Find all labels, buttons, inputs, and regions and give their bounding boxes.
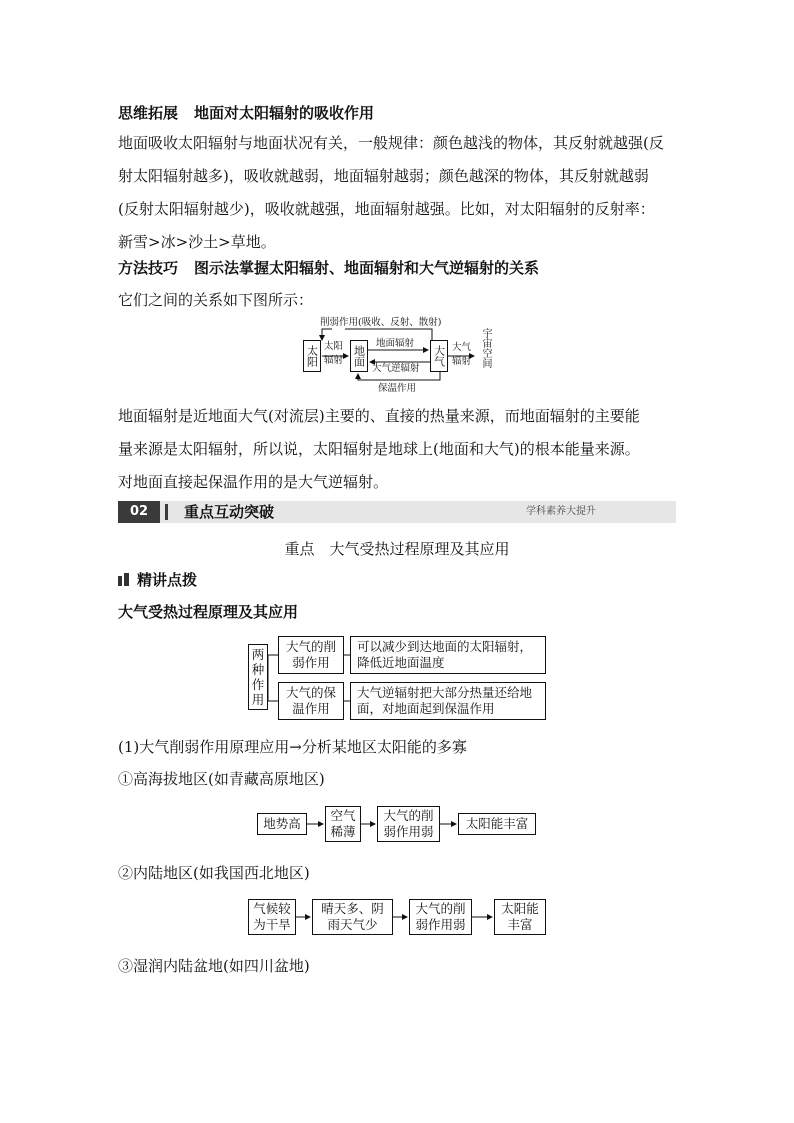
space-label: 宇宙空间 xyxy=(480,328,491,368)
root-label: 两种作用 xyxy=(251,647,265,707)
weakening-effect-box xyxy=(278,636,344,674)
key-point-title: 重点 大气受热过程原理及其应用 xyxy=(284,540,510,558)
flow2-step-text: 太阳能丰富 xyxy=(501,901,539,932)
ground-box: 地面 xyxy=(350,340,368,372)
flow2-step-text: 气候较为干旱 xyxy=(253,901,291,932)
section2-heading xyxy=(118,257,539,279)
section1-line: (反射太阳辐射越少)，吸收就越强，地面辐射越强。比如，对太阳辐射的反射率： xyxy=(118,200,655,218)
insulation-effect-label: 大气的保温作用 xyxy=(285,685,336,716)
weakening-desc-box xyxy=(350,636,546,674)
banner-number: 02 xyxy=(118,501,160,523)
flow2-step xyxy=(312,899,393,935)
flow1-step-text: 空气稀薄 xyxy=(330,808,356,839)
weakening-label: 削弱作用(吸收、反射、散射) xyxy=(320,317,442,328)
section1-line: 射太阳辐射越多)，吸收就越弱，地面辐射越弱；颜色越深的物体，其反射就越弱 xyxy=(118,167,649,185)
section1-line: 新雪>冰>沙土>草地。 xyxy=(118,233,276,251)
section1-line: 地面吸收太阳辐射与地面状况有关，一般规律：颜色越浅的物体，其反射就越强(反 xyxy=(118,134,664,152)
flow2-step-text: 晴天多、阴雨天气少 xyxy=(321,901,384,932)
flow1-step: 地势高 xyxy=(257,813,307,835)
insulation-desc: 大气逆辐射把大部分热量还给地面，对地面起到保温作用 xyxy=(357,685,533,716)
keep-warm-label: 保温作用 xyxy=(378,383,417,394)
banner-divider xyxy=(165,504,168,520)
section1-heading-tag: 思维拓展 xyxy=(118,104,179,122)
section2-heading-tag: 方法技巧 xyxy=(118,259,179,277)
flow2-step-text: 大气的削弱作用弱 xyxy=(415,901,466,932)
atmosphere-box: 大气 xyxy=(430,340,448,372)
flow2-step xyxy=(248,899,296,935)
weakening-desc: 可以减少到达地面的太阳辐射，降低近地面温度 xyxy=(357,639,533,670)
flow1-step: 太阳能丰富 xyxy=(458,813,536,835)
flow1-step-text: 大气的削弱作用弱 xyxy=(383,808,434,839)
flow2-step xyxy=(494,899,546,935)
section-banner xyxy=(118,501,676,523)
item1-title: (1)大气削弱作用原理应用→分析某地区太阳能的多寡 xyxy=(118,738,467,756)
explain-marker xyxy=(118,573,130,586)
insulation-desc-box xyxy=(350,682,546,720)
case2-title: ②内陆地区(如我国西北地区) xyxy=(118,864,310,882)
flow2-step xyxy=(409,899,472,935)
section1-heading xyxy=(118,102,374,124)
section2-heading-title: 图示法掌握太阳辐射、地面辐射和大气逆辐射的关系 xyxy=(194,259,540,277)
section2-body xyxy=(118,400,678,499)
root-box xyxy=(248,644,268,710)
flow1-step xyxy=(377,806,440,842)
section2-line: 对地面直接起保温作用的是大气逆辐射。 xyxy=(118,473,389,491)
section2-line: 量来源是太阳辐射，所以说，太阳辐射是地球上(地面和大气)的根本能量来源。 xyxy=(118,440,640,458)
solar-radiation-label: 太阳辐射 xyxy=(324,341,344,366)
case3-title: ③湿润内陆盆地(如四川盆地) xyxy=(118,957,310,975)
case1-title: ①高海拔地区(如青藏高原地区) xyxy=(118,770,325,788)
sun-box: 太阳 xyxy=(303,340,321,372)
explain-title: 精讲点拨 xyxy=(137,571,198,589)
insulation-effect-box xyxy=(278,682,344,720)
atmosphere-radiation-label: 大气辐射 xyxy=(452,342,472,367)
section1-heading-title: 地面对太阳辐射的吸收作用 xyxy=(194,104,375,122)
banner-right: 学科素养大提升 xyxy=(526,506,596,517)
banner-title: 重点互动突破 xyxy=(184,503,275,521)
weakening-effect-label: 大气的削弱作用 xyxy=(285,639,336,670)
section1-body xyxy=(118,127,678,259)
counter-radiation-label: 大气逆辐射 xyxy=(372,363,420,374)
section2-intro: 它们之间的关系如下图所示： xyxy=(118,291,314,309)
explain-subtitle: 大气受热过程原理及其应用 xyxy=(118,603,299,621)
ground-radiation-label: 地面辐射 xyxy=(376,338,415,349)
section2-line: 地面辐射是近地面大气(对流层)主要的、直接的热量来源，而地面辐射的主要能 xyxy=(118,407,640,425)
flow1-step xyxy=(325,806,361,842)
